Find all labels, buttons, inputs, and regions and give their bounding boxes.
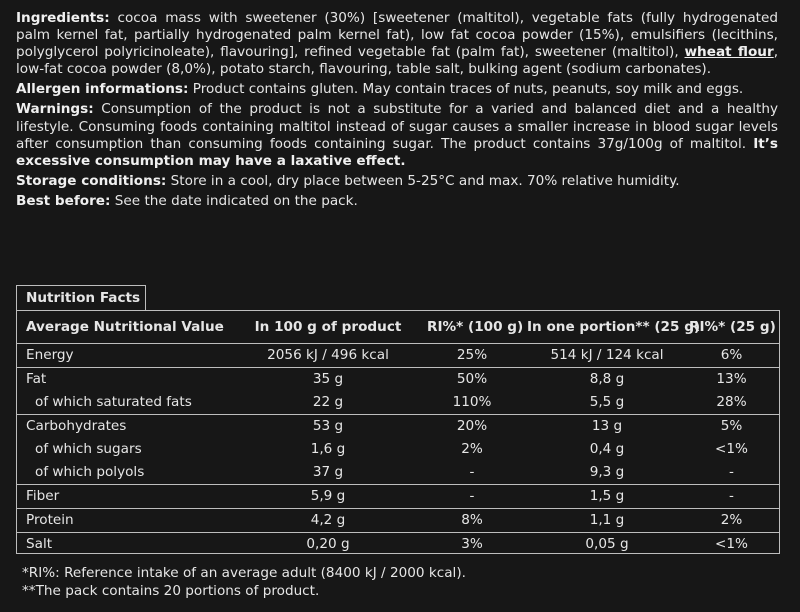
table-row-saturated-fats: [17, 391, 779, 414]
value-per-portion: 8,8 g: [589, 371, 625, 387]
nutrient-name: of which polyols: [35, 464, 145, 480]
value-per-portion: 0,05 g: [585, 536, 629, 552]
value-per-portion: 1,5 g: [589, 488, 625, 504]
ri-per-100g: 3%: [461, 536, 483, 552]
allergen-label: Allergen informations:: [16, 81, 189, 98]
nutrient-name: Carbohydrates: [26, 418, 127, 434]
ingredients-text-end: , low-fat cocoa powder (8,0%), potato starch, flavouring, table salt, bulking agent (sodium carbonates).: [16, 44, 779, 78]
ri-per-portion: 6%: [720, 347, 743, 363]
value-per-portion: 13 g: [591, 418, 623, 434]
ri-per-100g: -: [469, 488, 475, 504]
table-row-salt: [17, 532, 779, 556]
header-per-portion: In one portion** (25 g): [527, 319, 701, 335]
header-ri-100g: RI%* (100 g): [427, 319, 524, 335]
footnotes: [22, 564, 466, 600]
ri-per-100g: 20%: [456, 418, 488, 434]
ri-per-portion: -: [729, 488, 734, 504]
ingredients-paragraph: [16, 10, 778, 78]
allergen-paragraph: [16, 81, 778, 98]
ri-per-portion: 2%: [720, 512, 743, 528]
header-nutritional-value: Average Nutritional Value: [26, 319, 224, 335]
header-per-100g: In 100 g of product: [254, 319, 402, 335]
ri-per-portion: 5%: [720, 418, 743, 434]
ingredients-label: Ingredients:: [16, 10, 110, 26]
value-per-100g: 2056 kJ / 496 kcal: [267, 347, 389, 363]
ri-per-portion: <1%: [715, 536, 748, 552]
warnings-bold-text: It’s excessive consumption may have a laxative effect.: [16, 135, 778, 169]
nutrition-header-row: [17, 311, 779, 343]
value-per-portion: 9,3 g: [589, 464, 625, 480]
ri-per-portion: <1%: [715, 441, 748, 457]
ri-per-100g: 50%: [456, 371, 488, 387]
value-per-100g: 1,6 g: [310, 441, 346, 457]
nutrition-facts-title: Nutrition Facts: [16, 285, 146, 310]
ingredients-text: cocoa mass with sweetener (30%) [sweetener (maltitol), vegetable fats (fully hydrogenated palm kernel fat, partially hydrogenated palm kernel fat), low fat cocoa powder (15%), emulsifiers (lecithins, polyglycerol polyricinoleate), flavouring], refined vegetable fat (palm fat), sweetener (maltitol),: [16, 10, 778, 61]
storage-text: Store in a cool, dry place between 5-25°C and max. 70% relative humidity.: [166, 172, 680, 189]
ri-per-portion: -: [729, 464, 734, 480]
footnote-ri: *RI%: Reference intake of an average adult (8400 kJ / 2000 kcal).: [22, 565, 466, 581]
value-per-100g: 53 g: [312, 418, 344, 434]
storage-label: Storage conditions:: [16, 172, 167, 189]
warnings-paragraph: [16, 101, 778, 169]
best-before-text: See the date indicated on the pack.: [110, 192, 358, 209]
nutrient-name: Salt: [26, 536, 53, 552]
table-row-fat: [17, 367, 779, 391]
best-before-paragraph: [16, 193, 778, 210]
ri-per-100g: 8%: [461, 512, 483, 528]
value-per-100g: 5,9 g: [310, 488, 346, 504]
nutrient-name: Protein: [26, 512, 74, 528]
nutrient-name: Energy: [26, 347, 74, 363]
value-per-portion: 514 kJ / 124 kcal: [550, 347, 664, 363]
best-before-label: Best before:: [16, 192, 111, 209]
ri-per-100g: -: [469, 464, 475, 480]
value-per-100g: 22 g: [312, 394, 344, 410]
table-row-energy: [17, 343, 779, 367]
product-information: [16, 10, 778, 213]
warnings-text: Consumption of the product is not a substitute for a varied and balanced diet and a healthy lifestyle. Consuming foods containing maltitol instead of sugar causes a smaller increase in blood sugar levels after consumption than consuming foods containing sugar. The product contains 37g/100g of maltitol.: [16, 101, 778, 152]
nutrient-name: of which saturated fats: [35, 394, 192, 410]
warnings-label: Warnings:: [16, 101, 94, 118]
value-per-100g: 35 g: [312, 371, 344, 387]
nutrition-table: [16, 310, 780, 554]
ri-per-portion: 28%: [716, 394, 747, 410]
value-per-100g: 37 g: [312, 464, 344, 480]
allergen-highlight: wheat flour: [684, 44, 774, 61]
nutrient-name: Fiber: [26, 488, 60, 504]
value-per-portion: 1,1 g: [589, 512, 625, 528]
table-row-carbohydrates: [17, 414, 779, 438]
header-ri-25g: RI%* (25 g): [689, 319, 776, 335]
ri-per-portion: 13%: [716, 371, 747, 387]
ri-per-100g: 2%: [461, 441, 483, 457]
table-row-polyols: [17, 461, 779, 484]
storage-paragraph: [16, 173, 778, 190]
value-per-portion: 5,5 g: [589, 394, 625, 410]
nutrient-name: Fat: [26, 371, 47, 387]
value-per-100g: 0,20 g: [306, 536, 350, 552]
ri-per-100g: 25%: [456, 347, 488, 363]
value-per-portion: 0,4 g: [589, 441, 625, 457]
value-per-100g: 4,2 g: [310, 512, 346, 528]
footnote-pack: **The pack contains 20 portions of product.: [22, 583, 320, 599]
table-row-sugars: [17, 438, 779, 461]
table-row-protein: [17, 508, 779, 532]
allergen-text: Product contains gluten. May contain traces of nuts, peanuts, soy milk and eggs.: [188, 81, 744, 98]
table-row-fiber: [17, 484, 779, 508]
nutrient-name: of which sugars: [35, 441, 142, 457]
ri-per-100g: 110%: [452, 394, 492, 410]
